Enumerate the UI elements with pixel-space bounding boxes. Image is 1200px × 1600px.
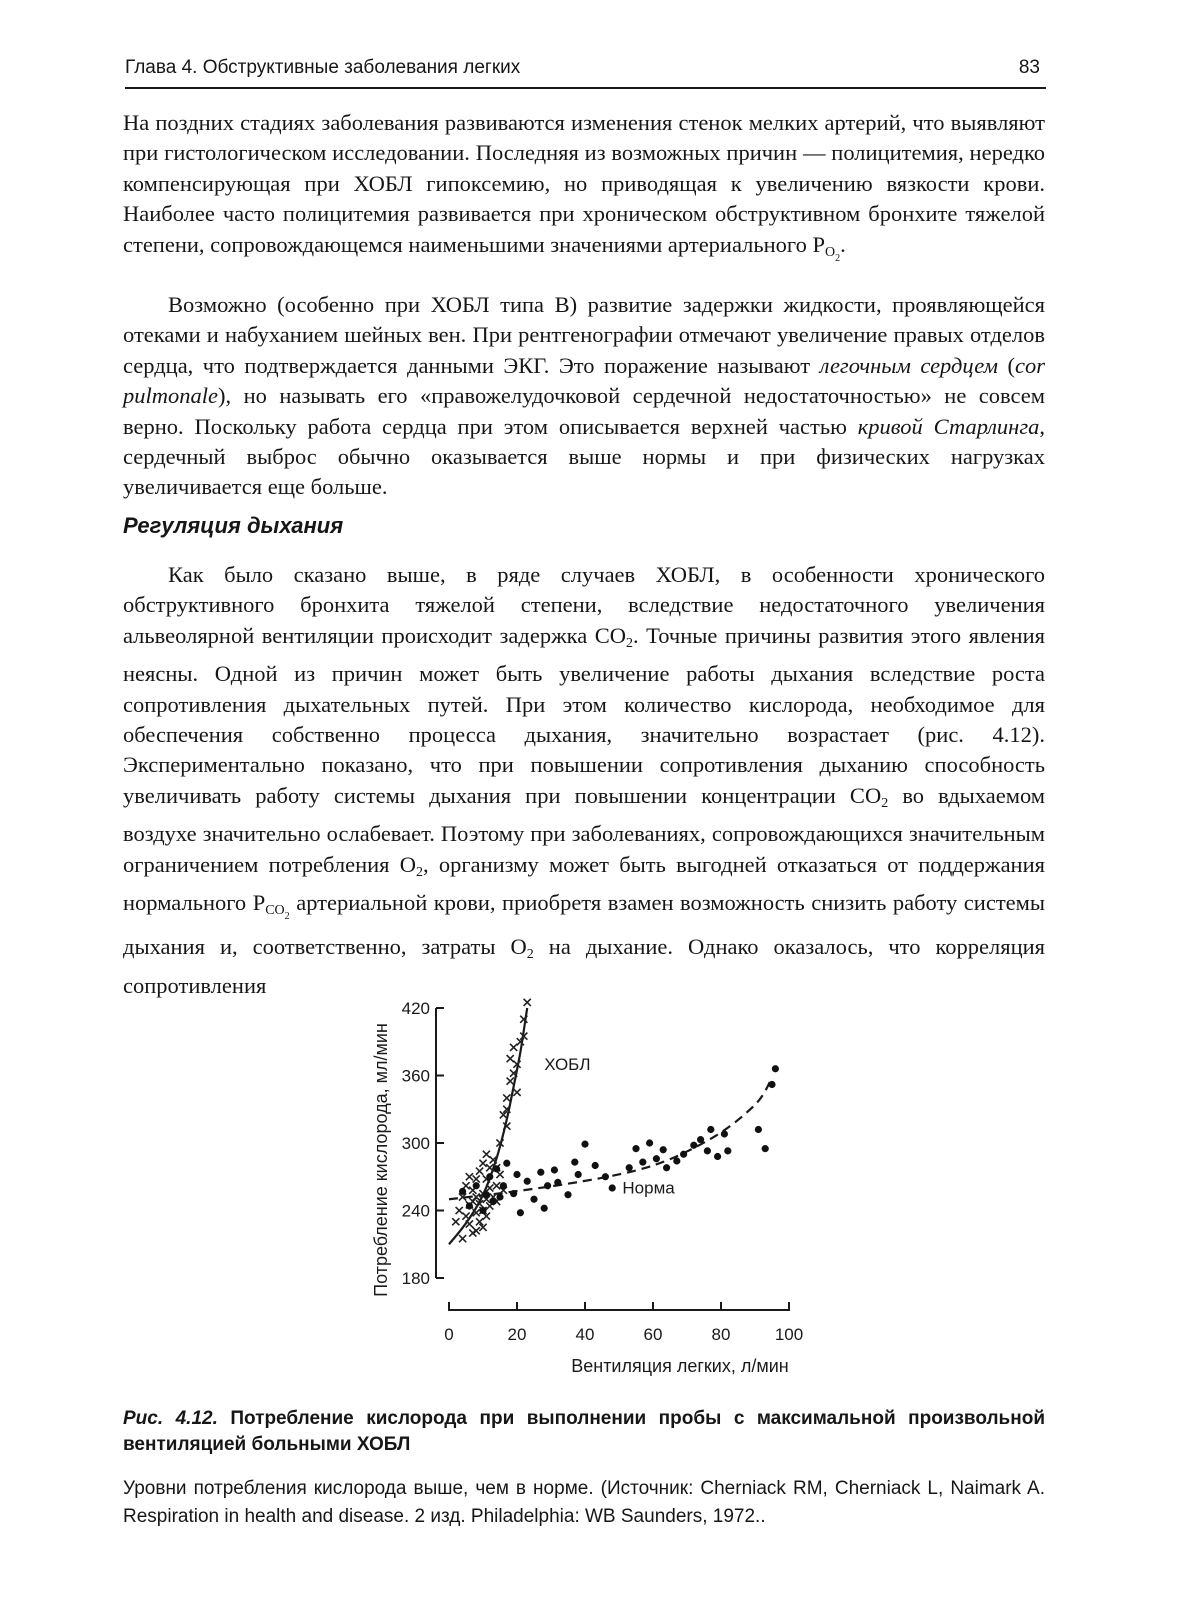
normal-point xyxy=(496,1193,503,1200)
normal-point xyxy=(714,1153,721,1160)
normal-point xyxy=(724,1147,731,1154)
text-run: на дыхание. Однако оказалось, что корреляция сопротивления xyxy=(123,934,1046,998)
copd-point xyxy=(473,1175,480,1182)
subscript: 2 xyxy=(284,911,290,923)
normal-point xyxy=(510,1190,517,1197)
copd-point xyxy=(462,1213,469,1220)
subscript: 2 xyxy=(626,635,633,651)
normal-point xyxy=(772,1065,779,1072)
y-tick-label: 360 xyxy=(401,1066,430,1086)
normal-point xyxy=(673,1157,680,1164)
normal-point xyxy=(660,1146,667,1153)
copd-point xyxy=(479,1160,486,1167)
normal-point xyxy=(653,1155,660,1162)
normal-point xyxy=(551,1166,558,1173)
normal-point xyxy=(663,1164,670,1171)
figure-caption-text: Потребление кислорода при выполнении пробы с максимальной произвольной вентиляцией больными ХОБЛ xyxy=(123,1408,1045,1455)
text-run: Возможно (особенно при ХОБЛ типа B) развитие задержки жидкости, проявляющейся отеками и набуханием шейных вен. При рентгенографии отмечают увеличение правых отделов сердца, что подтверждается данными ЭКГ. Это поражение называют xyxy=(123,292,1045,378)
copd-point xyxy=(483,1151,490,1158)
text-run: , организму может быть выгодней отказаться от поддержания нормального P xyxy=(123,851,1045,916)
normal-point xyxy=(486,1173,493,1180)
normal-point xyxy=(479,1207,486,1214)
subscript: CO xyxy=(265,903,285,919)
text-run: ( xyxy=(998,352,1016,378)
copd-point xyxy=(466,1173,473,1180)
text-run: Как было сказано выше, в ряде случаев ХОБЛ, в особенности хронического обструктивного бронхита тяжелой степени, вследствие недостаточного увеличения альвеолярной вентиляции происходит задержка CO xyxy=(123,562,1045,648)
normal-point xyxy=(459,1188,466,1195)
copd-point xyxy=(486,1164,493,1171)
chapter-title: Глава 4. Обструктивные заболевания легких xyxy=(125,57,521,78)
copd-point xyxy=(473,1193,480,1200)
normal-point xyxy=(571,1159,578,1166)
y-tick-label: 180 xyxy=(401,1269,430,1288)
text-run: . Точные причины развития этого явления неясны. Одной из причин может быть увеличение работы дыхания вследствие роста сопротивления дыхательных путей. При этом количество кислорода, необходимое для обеспечения собственно процесса дыхания, значительно возрастает (рис. 4.12). Экспериментально показано, что при повышении сопротивления дыханию способность увеличивать работу системы дыхания при повышении концентрации CO xyxy=(123,622,1045,808)
y-tick-label: 300 xyxy=(401,1134,430,1153)
text-run: артериальной крови, приобретя взамен возможность снизить работу системы дыхания и, соответственно, затраты O xyxy=(123,890,1045,960)
copd-point xyxy=(503,1094,510,1101)
normal-point xyxy=(564,1191,571,1198)
y-tick-label: 240 xyxy=(401,1201,430,1221)
normal-point xyxy=(466,1202,473,1209)
normal-point xyxy=(690,1142,697,1149)
normal-point xyxy=(704,1147,711,1154)
plot-area xyxy=(402,999,804,1344)
italic-term: легочным сердцем xyxy=(819,352,998,378)
text-run: . xyxy=(840,231,846,257)
italic-term: кривой Старлинга xyxy=(857,413,1040,439)
copd-point xyxy=(473,1227,480,1234)
normal-point xyxy=(575,1171,582,1178)
normal-point xyxy=(490,1198,497,1205)
normal-point xyxy=(707,1126,714,1133)
normal-point xyxy=(609,1184,616,1191)
text-run: На поздних стадиях заболевания развиваются изменения стенок мелких артерий, что выявляют при гистологическом исследовании. Последняя из возможных причин — полицитемия, нередко компенсирующая при ХОБЛ гипоксемию, но приводящая к увеличению вязкости крови. Наиболее часто полицитемия развивается при хроническом обструктивном бронхите тяжелой степени, сопровождающемся наименьшими значениями артериального P xyxy=(123,110,1045,257)
text-run: во вдыхаемом воздухе значительно ослабевает. Поэтому при заболеваниях, сопровождающихся значительным ограничением потребления O xyxy=(123,782,1046,877)
fit-curve xyxy=(449,1078,772,1200)
copd-point xyxy=(507,1078,514,1085)
text-run: , сердечный выброс обычно оказывается выше нормы и при физических нагрузках увеличивается еще больше. xyxy=(123,413,1045,500)
subscript: 2 xyxy=(526,947,534,963)
x-tick-label: 80 xyxy=(711,1325,731,1344)
x-tick-label: 100 xyxy=(774,1325,804,1344)
subscript: 2 xyxy=(881,795,889,811)
normal-point xyxy=(544,1182,551,1189)
figure-label: Рис. 4.12. xyxy=(123,1408,218,1429)
italic-term: cor pulmonale xyxy=(123,352,1046,409)
copd-point xyxy=(476,1168,483,1175)
subscript: 2 xyxy=(835,252,841,264)
copd-point xyxy=(459,1235,466,1242)
normal-point xyxy=(517,1209,524,1216)
x-tick-label: 60 xyxy=(643,1325,663,1344)
normal-point xyxy=(602,1173,609,1180)
copd-point xyxy=(507,1055,514,1062)
normal-point xyxy=(768,1081,775,1088)
normal-point xyxy=(626,1164,633,1171)
normal-point xyxy=(554,1179,561,1186)
x-axis-title: Вентиляция легких, л/мин xyxy=(571,1356,789,1376)
normal-point xyxy=(493,1165,500,1172)
copd-point xyxy=(486,1184,493,1191)
normal-point xyxy=(592,1162,599,1169)
normal-point xyxy=(524,1178,531,1185)
normal-point xyxy=(537,1169,544,1176)
normal-point xyxy=(646,1139,653,1146)
normal-point xyxy=(530,1196,537,1203)
text-run: ), но называть его «правожелудочковой сердечной недостаточностью» не совсем верно. Поскольку работа сердца при этом описывается верхней частью xyxy=(123,383,1045,439)
copd-point xyxy=(510,1044,517,1051)
copd-point xyxy=(466,1220,473,1227)
y-axis-title: Потребление кислорода, мл/мин xyxy=(371,1023,391,1297)
copd-point xyxy=(493,1182,500,1189)
normal-point xyxy=(503,1160,510,1167)
normal-point xyxy=(632,1145,639,1152)
normal-point xyxy=(697,1136,704,1143)
normal-point xyxy=(483,1191,490,1198)
page-number: 83 xyxy=(1018,57,1040,78)
series-label: ХОБЛ xyxy=(544,1054,591,1074)
x-tick-label: 40 xyxy=(575,1325,595,1344)
normal-point xyxy=(581,1141,588,1148)
normal-point xyxy=(500,1182,507,1189)
copd-point xyxy=(456,1207,463,1214)
figure-caption xyxy=(123,1406,1045,1458)
normal-point xyxy=(721,1130,728,1137)
copd-point xyxy=(452,1218,459,1225)
section-heading: Регуляция дыхания xyxy=(123,513,344,538)
copd-point xyxy=(513,1089,520,1096)
normal-point xyxy=(513,1171,520,1178)
subscript: O xyxy=(825,244,836,260)
y-tick-label: 420 xyxy=(401,999,430,1018)
series-label: Норма xyxy=(622,1178,675,1198)
normal-point xyxy=(762,1145,769,1152)
figure-note: Уровни потребления кислорода выше, чем в норме. (Источник: Cherniack RM, Cherniack L, Naimark A. Respiration in health and disease. 2 изд. Philadelphia: WB Saunders, 1972.. xyxy=(123,1478,1045,1527)
x-tick-label: 20 xyxy=(507,1325,527,1344)
normal-point xyxy=(755,1126,762,1133)
normal-point xyxy=(639,1159,646,1166)
copd-point xyxy=(524,999,531,1006)
normal-point xyxy=(541,1205,548,1212)
x-tick-label: 0 xyxy=(444,1325,454,1344)
subscript: 2 xyxy=(416,864,424,880)
normal-point xyxy=(473,1182,480,1189)
normal-point xyxy=(680,1151,687,1158)
